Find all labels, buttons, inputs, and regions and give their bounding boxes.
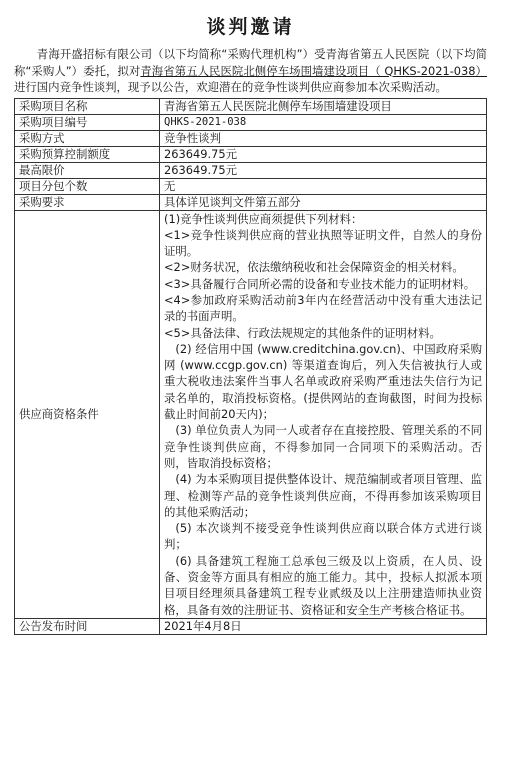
table-row <box>15 146 487 162</box>
qualification-item: (4) 为本采购项目提供整体设计、规范编制或者项目管理、监理、检测等产品的竞争性谈判供应商，不得再参加该采购项目的其他采购活动； <box>164 472 482 519</box>
row-label: 采购要求 <box>15 194 160 210</box>
qualification-item: (6) 具备建筑工程施工总承包三级及以上资质，在人员、设备、资金等方面具有相应的施工能力。其中，投标人拟派本项目项目经理须具备建筑工程专业贰级及以上注册建造师执业资格，具备有效的注册证书、资格证和安全生产考核合格证书。 <box>164 553 482 617</box>
intro-text-after: 进行国内竞争性谈判，现予以公告，欢迎潜在的竞争性谈判供应商参加本次采购活动。 <box>14 80 447 94</box>
intro-paragraph <box>14 46 487 96</box>
table-row <box>15 194 487 210</box>
qualification-item: <3>具备履行合同所必需的设备和专业技术能力的证明材料。 <box>164 276 476 291</box>
row-label: 供应商资格条件 <box>15 210 160 618</box>
table-row <box>15 618 487 634</box>
table-row <box>15 178 487 194</box>
page-title: 谈判邀请 <box>206 16 295 38</box>
qualification-item: <1>竞争性谈判供应商的营业执照等证明文件，自然人的身份证明。 <box>164 227 482 259</box>
qualification-item: <2>财务状况，依法缴纳税收和社会保障资金的相关材料。 <box>164 260 464 275</box>
row-label: 最高限价 <box>15 162 160 178</box>
qualification-item: (2) 经信用中国 (www.creditchina.gov.cn)、中国政府采购网 (www.ccgp.gov.cn) 等渠道查询后，列入失信被执行人或重大税收违法案件当事人名单或政府采购严重违法失信行为记录名单的，取消投标资格。(提供网站的查询截图，时间为投标截止时间前20天内)； <box>164 341 482 422</box>
row-label: 采购项目编号 <box>15 114 160 130</box>
row-value: 竞争性谈判 <box>160 130 487 146</box>
table-row-qualification <box>15 210 487 618</box>
row-value: 263649.75元 <box>160 146 487 162</box>
table-row <box>15 114 487 130</box>
row-value: 青海省第五人民医院北侧停车场围墙建设项目 <box>160 98 487 114</box>
table-row <box>15 98 487 114</box>
table-row <box>15 130 487 146</box>
intro-text-before: 青海开盛招标有限公司（以下均简称“采购代理机构”）受青海省第五人民医院（以下均简称“采购人”）委托，拟对 <box>14 47 487 78</box>
row-label: 采购项目名称 <box>15 98 160 114</box>
qualification-item: (1)竞争性谈判供应商须提供下列材料： <box>164 211 363 226</box>
project-info-table <box>14 98 487 635</box>
qualification-item: <5>具备法律、行政法规规定的其他条件的证明材料。 <box>164 325 441 340</box>
row-value: QHKS-2021-038 <box>160 114 487 130</box>
row-label: 公告发布时间 <box>15 618 160 634</box>
row-label: 采购方式 <box>15 130 160 146</box>
row-label: 采购预算控制额度 <box>15 146 160 162</box>
row-value: 2021年4月8日 <box>160 618 487 634</box>
row-value: 具体详见谈判文件第五部分 <box>160 194 487 210</box>
qualification-content <box>160 210 487 618</box>
project-link[interactable]: 青海省第五人民医院北侧停车场围墙建设项目（ QHKS-2021-038） <box>140 63 487 78</box>
row-value: 无 <box>160 178 487 194</box>
row-value: 263649.75元 <box>160 162 487 178</box>
qualification-item: (3) 单位负责人为同一人或者存在直接控股、管理关系的不同竞争性谈判供应商，不得参加同一合同项下的采购活动。否则，皆取消投标资格； <box>164 423 482 470</box>
row-label: 项目分包个数 <box>15 178 160 194</box>
qualification-item: <4>参加政府采购活动前3年内在经营活动中没有重大违法记录的书面声明。 <box>164 292 482 324</box>
table-row <box>15 162 487 178</box>
qualification-item: (5) 本次谈判不接受竞争性谈判供应商以联合体方式进行谈判； <box>164 521 482 552</box>
